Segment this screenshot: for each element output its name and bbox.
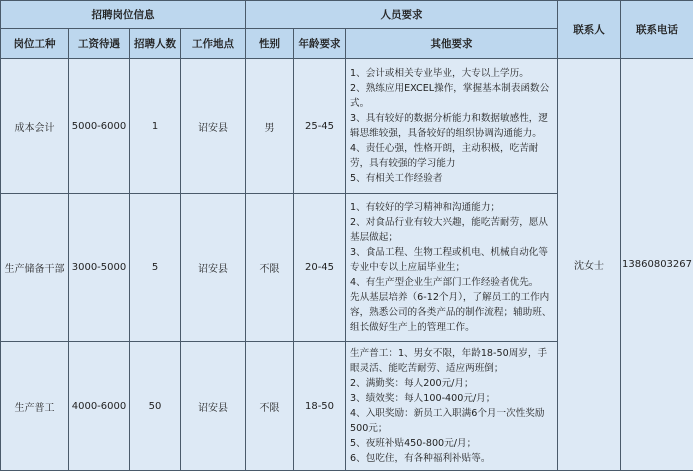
job-cell: 生产储备干部: [1, 194, 69, 342]
table-row: [1, 59, 693, 194]
count-cell: 50: [130, 342, 181, 471]
requirement: 1、有较好的学习精神和沟通能力；: [350, 200, 553, 215]
other-cell: [346, 194, 558, 342]
requirement: 4、有生产型企业生产部门工作经验者优先。: [350, 275, 553, 290]
count-cell: 5: [130, 194, 181, 342]
salary-cell: 5000-6000: [69, 59, 130, 194]
col-job: 岗位工种: [1, 29, 69, 59]
count-cell: 1: [130, 59, 181, 194]
requirement: 4、责任心强，性格开朗，主动积极，吃苦耐劳，具有较强的学习能力: [350, 141, 553, 171]
requirement: 6、包吃住，有各种福利补贴等。: [350, 451, 553, 466]
contact-cell: 沈女士: [558, 59, 621, 471]
age-cell: 18-50: [294, 342, 346, 471]
col-location: 工作地点: [181, 29, 246, 59]
location-cell: 诏安县: [181, 59, 246, 194]
job-cell: 生产普工: [1, 342, 69, 471]
header-job-info: 招聘岗位信息: [1, 1, 246, 29]
job-cell: 成本会计: [1, 59, 69, 194]
requirement: 3、绩效奖：每人100-400元/月；: [350, 391, 553, 406]
other-cell: [346, 342, 558, 471]
header-contact: 联系人: [558, 1, 621, 59]
col-other: 其他要求: [346, 29, 558, 59]
requirement: 5、有相关工作经验者: [350, 171, 553, 186]
gender-cell: 不限: [246, 194, 294, 342]
phone-cell: 13860803267: [621, 59, 693, 471]
gender-cell: 不限: [246, 342, 294, 471]
col-age: 年龄要求: [294, 29, 346, 59]
requirement: 先从基层培养（6-12个月），了解员工的工作内容，熟悉公司的各类产品的制作流程；辅助班、组长做好生产上的管理工作。: [350, 290, 553, 335]
gender-cell: 男: [246, 59, 294, 194]
location-cell: 诏安县: [181, 342, 246, 471]
header-phone: 联系电话: [621, 1, 693, 59]
col-salary: 工资待遇: [69, 29, 130, 59]
requirement: 生产普工：1、男女不限，年龄18-50周岁，手眼灵活、能吃苦耐劳、适应两班倒；: [350, 346, 553, 376]
col-gender: 性别: [246, 29, 294, 59]
requirement: 3、食品工程、生物工程或机电、机械自动化等专业中专以上应届毕业生；: [350, 245, 553, 275]
age-cell: 20-45: [294, 194, 346, 342]
requirement: 2、熟练应用EXCEL操作，掌握基本制表函数公式。: [350, 81, 553, 111]
col-count: 招聘人数: [130, 29, 181, 59]
requirement: 4、入职奖励：新员工入职满6个月一次性奖励500元；: [350, 406, 553, 436]
requirement: 2、对食品行业有较大兴趣，能吃苦耐劳，愿从基层做起；: [350, 215, 553, 245]
requirement: 3、具有较好的数据分析能力和数据敏感性，逻辑思维较强，具备较好的组织协调沟通能力。: [350, 111, 553, 141]
salary-cell: 3000-5000: [69, 194, 130, 342]
requirement: 2、满勤奖：每人200元/月；: [350, 376, 553, 391]
requirement: 5、夜班补贴450-800元/月；: [350, 436, 553, 451]
salary-cell: 4000-6000: [69, 342, 130, 471]
other-cell: [346, 59, 558, 194]
header-personnel: 人员要求: [246, 1, 558, 29]
age-cell: 25-45: [294, 59, 346, 194]
requirement: 1、会计或相关专业毕业，大专以上学历。: [350, 66, 553, 81]
location-cell: 诏安县: [181, 194, 246, 342]
